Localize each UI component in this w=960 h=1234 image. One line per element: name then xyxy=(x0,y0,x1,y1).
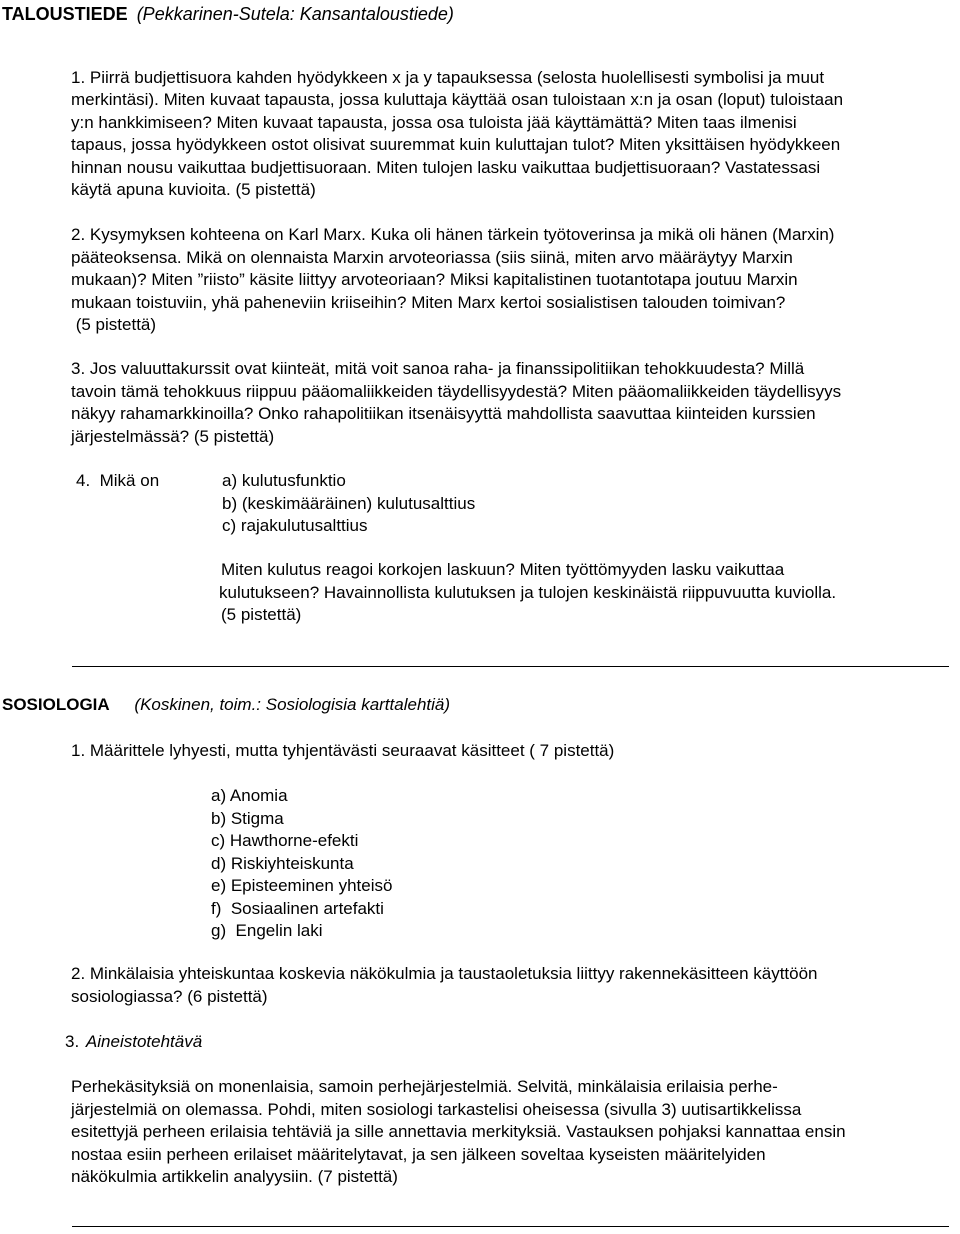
question-line: sosiologiassa? (6 pistettä) xyxy=(71,986,268,1006)
question-line: merkintäsi). Miten kuvaat tapausta, jossa kuluttaja käyttää osan tuloistaan x:n ja osan (loput) tuloistaan xyxy=(71,90,844,109)
question-line: 2. Kysymyksen kohteena on Karl Marx. Kuka oli hänen tärkein työtoverinsa ja mikä oli hänen (Marxin) xyxy=(71,225,835,244)
sociology-question-2 xyxy=(71,963,957,1008)
economics-source: (Pekkarinen-Sutela: Kansantaloustiede) xyxy=(136,4,454,24)
question-line: Perhekäsityksiä on monenlaisia, samoin perhejärjestelmiä. Selvitä, minkälaisia erilaisia perhe- xyxy=(71,1077,778,1096)
list-item: c) rajakulutusalttius xyxy=(222,516,368,535)
economics-question-4-items xyxy=(222,470,475,538)
question-line: esitettyjä perheen erilaisia tehtäviä ja sille annettavia merkityksiä. Vastauksen pohjaksi kannattaa ensin xyxy=(71,1122,846,1141)
question-line: mukaan)? Miten ”riisto” käsite liittyy arvoteoriaan? Miksi kapitalistinen tuotantotapa joutuu Marxin xyxy=(71,270,798,289)
sociology-source: (Koskinen, toim.: Sosiologisia karttalehtiä) xyxy=(134,695,451,714)
economics-title: TALOUSTIEDE xyxy=(2,4,128,24)
bottom-divider xyxy=(72,1226,949,1227)
question-line: järjestelmässä? (5 pistettä) xyxy=(71,426,275,446)
sociology-title: SOSIOLOGIA xyxy=(2,695,110,714)
question-line: pääteoksensa. Mikä on olennaista Marxin arvoteoriassa (siis siinä, miten arvo määräytyy Marxin xyxy=(71,247,793,267)
sociology-question-1: 1. Määrittele lyhyesti, mutta tyhjentävästi seuraavat käsitteet ( 7 pistettä) xyxy=(71,741,615,760)
list-item: b) Stigma xyxy=(211,808,284,828)
list-item: a) kulutusfunktio xyxy=(222,471,346,490)
economics-question-4-follow xyxy=(219,559,949,627)
question-line: 3. Jos valuuttakurssit ovat kiinteät, mitä voit sanoa raha- ja finanssipolitiikan tehokkuudesta? Millä xyxy=(71,359,805,378)
question-line: (5 pistettä) xyxy=(71,315,157,334)
list-item: a) Anomia xyxy=(211,786,288,805)
question-line: Miten kulutus reagoi korkojen laskuun? Miten työttömyyden lasku vaikuttaa xyxy=(221,560,785,579)
question-line: käytä apuna kuvioita. (5 pistettä) xyxy=(71,180,316,199)
question-line: tapaus, jossa hyödykkeen ostot olisivat suuremmat kuin kuluttajan tulot? Miten yksittäisen hyödykkeen xyxy=(71,135,841,154)
list-item: b) (keskimääräinen) kulutusalttius xyxy=(222,493,476,513)
question-line: 1. Piirrä budjettisuora kahden hyödykkeen x ja y tapauksessa (selosta huolellisesti symbolisi ja muut xyxy=(71,68,825,87)
question-number: 3. xyxy=(65,1032,80,1051)
question-line: kulutukseen? Havainnollista kulutuksen ja tulojen keskinäistä riippuvuutta kuviolla. xyxy=(219,582,837,602)
section-divider xyxy=(72,666,949,667)
economics-header xyxy=(2,3,454,26)
economics-question-1-body xyxy=(71,89,957,202)
question-line: 2. Minkälaisia yhteiskuntaa koskevia näkökulmia ja taustaoletuksia liittyy rakennekäsitteen käyttöön xyxy=(71,964,818,983)
question-title: Aineistotehtävä xyxy=(85,1032,203,1051)
question-line: (5 pistettä) xyxy=(221,605,302,624)
sociology-header xyxy=(2,694,450,717)
list-item: d) Riskiyhteiskunta xyxy=(211,853,354,873)
question-line: näkökulmia artikkelin analyysiin. (7 pistettä) xyxy=(71,1167,398,1186)
question-line: järjestelmiä on olemassa. Pohdi, miten sosiologi tarkastelisi oheisessa (sivulla 3) uutisartikkelissa xyxy=(71,1099,802,1119)
economics-question-4-prefix: 4. Mikä on xyxy=(76,471,160,490)
sociology-question-3-body xyxy=(71,1076,959,1189)
list-item: f) Sosiaalinen artefakti xyxy=(211,898,384,918)
list-item: g) Engelin laki xyxy=(211,921,323,940)
sociology-question-3-title xyxy=(65,1031,202,1054)
sociology-question-1-items xyxy=(211,785,392,943)
economics-question-1 xyxy=(71,67,957,90)
economics-question-3 xyxy=(71,358,957,448)
list-item: c) Hawthorne-efekti xyxy=(211,831,359,850)
question-line: näkyy rahamarkkinoilla? Onko rahapolitiikan itsenäisyyttä mahdollista saavuttaa kiinteiden kurssien xyxy=(71,404,816,423)
economics-question-2 xyxy=(71,224,957,337)
question-line: mukaan toistuviin, yhä paheneviin kriiseihin? Miten Marx kertoi sosialistisen talouden toimivan? xyxy=(71,292,786,312)
question-line: y:n hankkimiseen? Miten kuvaat tapausta, jossa osa tuloista jää käyttämättä? Miten taas ilmenisi xyxy=(71,112,797,132)
list-item: e) Episteeminen yhteisö xyxy=(211,876,393,895)
question-line: nostaa esiin perheen erilaiset määritelytavat, ja sen jälkeen soveltaa kyseisten määritelyiden xyxy=(71,1144,766,1164)
question-line: tavoin tämä tehokkuus riippuu pääomaliikkeiden täydellisyydestä? Miten pääomaliikkeiden täydellisyys xyxy=(71,381,842,401)
question-line: hinnan nousu vaikuttaa budjettisuoraan. Miten tulojen lasku vaikuttaa budjettisuoraan? Vastatessasi xyxy=(71,157,821,177)
